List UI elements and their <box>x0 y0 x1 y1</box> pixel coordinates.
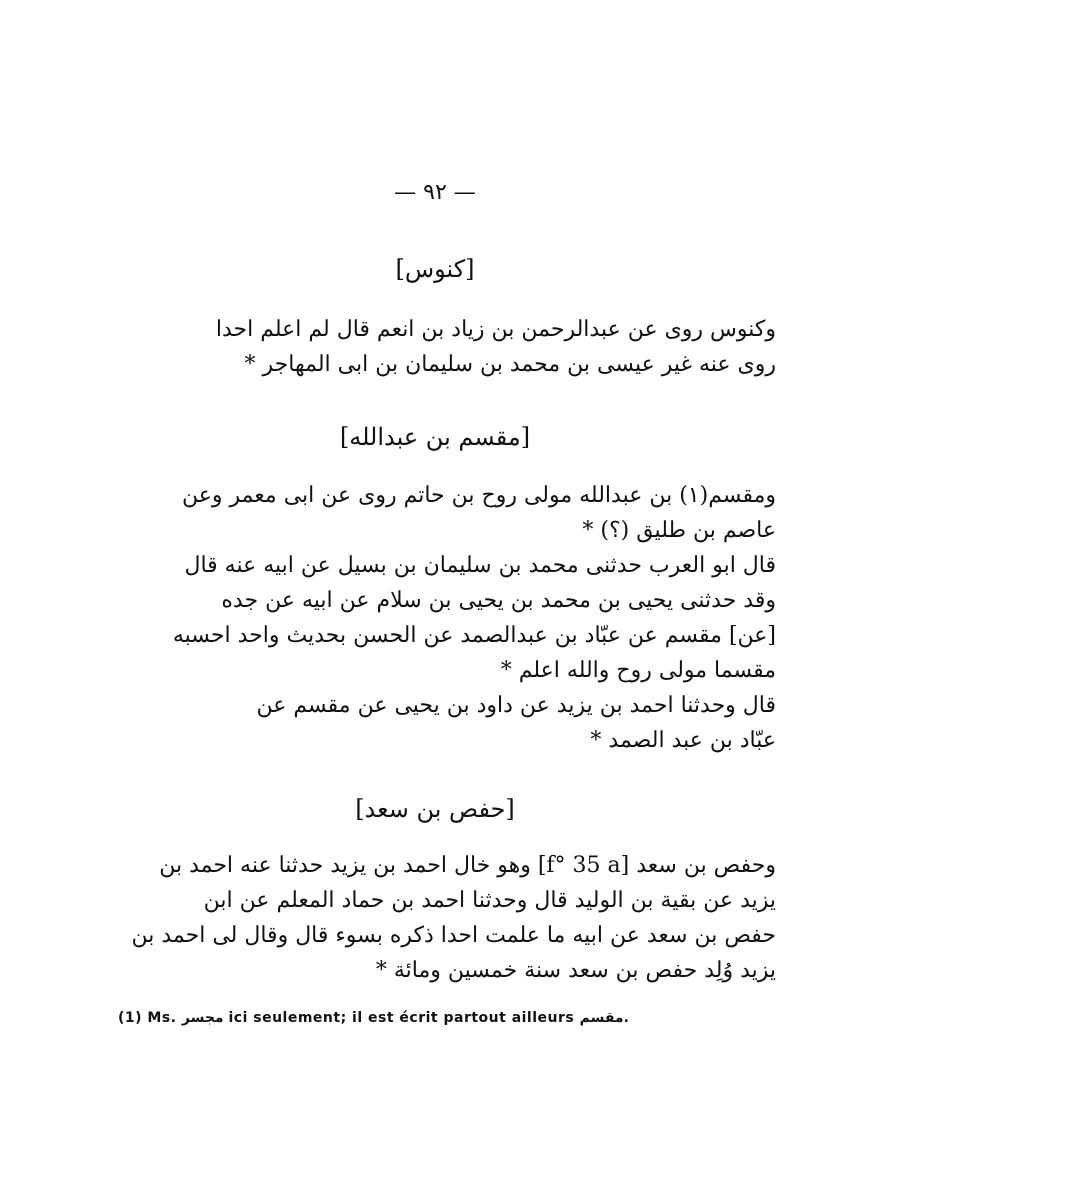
paragraph <box>96 312 776 382</box>
text-line: وقد حدثنى يحيى بن محمد بن يحيى بن سلام عن ابيه عن جده <box>221 588 776 613</box>
text-line: ومقسم(١) بن عبدالله مولى روح بن حاتم روى عن ابى معمر وعن <box>181 483 776 508</box>
text-line: وحفص بن سعد [f° 35 a] وهو خال احمد بن يزيد حدثنا عنه احمد بن <box>159 853 776 878</box>
footnote: (1) Ms. مجسر ici seulement; il est écrit partout ailleurs مقسم. <box>118 1010 629 1026</box>
section-heading-hafs: [حفص بن سعد] <box>355 795 515 823</box>
section-heading-muqsim: [مقسم بن عبدالله] <box>339 423 531 451</box>
paragraph <box>96 548 776 688</box>
paragraph <box>96 848 776 988</box>
text-line: عبّاد بن عبد الصمد * <box>590 728 776 753</box>
paragraph <box>96 688 776 758</box>
text-line: عاصم بن طليق (؟) * <box>582 518 776 543</box>
paragraph <box>96 478 776 548</box>
text-line: روى عنه غير عيسى بن محمد بن سليمان بن ابى المهاجر * <box>244 352 776 377</box>
text-line: وكنوس روى عن عبدالرحمن بن زياد بن انعم قال لم اعلم احدا <box>215 317 776 342</box>
page-number: — ٩٢ — <box>394 180 476 205</box>
text-line: يزيد عن بقية بن الوليد قال وحدثنا احمد بن حماد المعلم عن ابن <box>203 888 776 913</box>
text-line: [عن] مقسم عن عبّاد بن عبدالصمد عن الحسن بحديث واحد احسبه <box>172 623 776 648</box>
text-line: يزيد وُلِد حفص بن سعد سنة خمسين ومائة * <box>375 958 776 983</box>
text-line: مقسما مولى روح والله اعلم * <box>500 658 776 683</box>
text-line: قال وحدثنا احمد بن يزيد عن داود بن يحيى عن مقسم عن <box>256 693 776 718</box>
section-heading-kanus: [كنوس] <box>395 255 475 283</box>
text-line: حفص بن سعد عن ابيه ما علمت احدا ذكره بسوء قال وقال لى احمد بن <box>131 923 776 948</box>
text-line: قال ابو العرب حدثنى محمد بن سليمان بن بسيل عن ابيه عنه قال <box>184 553 776 578</box>
